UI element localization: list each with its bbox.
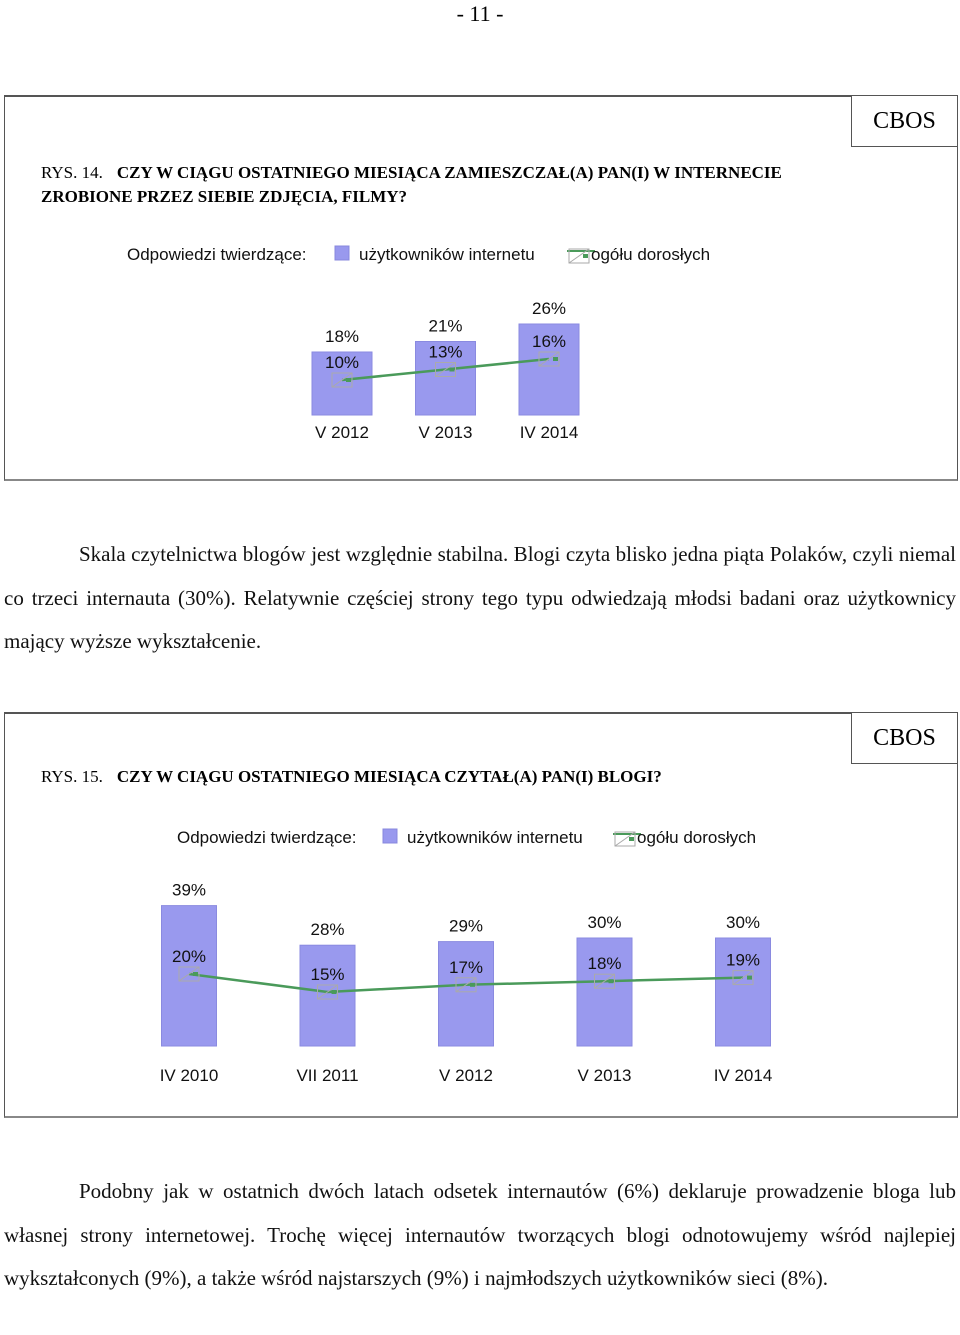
bar-value-label: 30% xyxy=(587,913,622,932)
x-tick-label: IV 2010 xyxy=(159,1066,219,1085)
cbos-badge: CBOS xyxy=(851,712,958,764)
legend-prefix: Odpowiedzi twierdzące: xyxy=(177,828,357,847)
line-value-label: 19% xyxy=(725,950,761,970)
figure-15-number: RYS. 15. xyxy=(41,767,103,786)
legend-bar-label: użytkowników internetu xyxy=(359,245,535,264)
bar-value-label: 18% xyxy=(324,327,360,346)
figure-14-frame xyxy=(4,95,958,481)
figure-15-frame xyxy=(4,712,958,1118)
line-value-label: 17% xyxy=(448,957,484,977)
line-value-label: 13% xyxy=(428,342,463,362)
legend-line-label: ogółu dorosłych xyxy=(591,245,711,264)
x-tick-label: IV 2014 xyxy=(519,423,579,442)
legend-bar-swatch xyxy=(335,246,349,260)
legend-bar-swatch xyxy=(383,829,397,843)
legend-prefix: Odpowiedzi twierdzące: xyxy=(127,245,307,264)
figure-15-question: CZY W CIĄGU OSTATNIEGO MIESIĄCA CZYTAŁ(A) PAN(I) BLOGI? xyxy=(116,767,662,786)
x-tick-label: IV 2014 xyxy=(713,1066,773,1085)
figure-14-question: CZY W CIĄGU OSTATNIEGO MIESIĄCA ZAMIESZCZAŁ(A) PAN(I) W INTERNECIE ZROBIONE PRZEZ SIEBIE ZDJĘCIA, FILMY? xyxy=(41,163,782,206)
chart-photos-posted xyxy=(5,97,955,481)
figure-14-number: RYS. 14. xyxy=(41,163,103,182)
cbos-badge: CBOS xyxy=(851,95,958,147)
bar-value-label: 21% xyxy=(428,316,463,336)
bar xyxy=(300,945,355,1046)
line-value-label: 18% xyxy=(587,954,622,974)
x-tick-label: V 2012 xyxy=(439,1066,493,1085)
body-paragraph-2: Podobny jak w ostatnich dwóch latach odsetek internautów (6%) deklaruje prowadzenie bloga lub własnej strony internetowej. Trochę więcej internautów tworzących blogi odnotowujemy wśród najlepiej wykształconych (9%), a także wśród najstarszych (9%) i najmłodszych użytkowników sieci (8%). xyxy=(4,1179,956,1290)
line-value-label: 20% xyxy=(171,947,207,966)
x-tick-label: V 2013 xyxy=(418,423,473,442)
x-tick-label: V 2013 xyxy=(577,1066,632,1085)
legend-bar-label: użytkowników internetu xyxy=(407,828,583,847)
bar-value-label: 30% xyxy=(725,913,761,932)
bar-value-label: 39% xyxy=(171,880,207,900)
legend-line-label: ogółu dorosłych xyxy=(637,828,757,847)
line-value-label: 16% xyxy=(531,332,567,351)
x-tick-label: VII 2011 xyxy=(296,1066,359,1085)
line-value-label: 15% xyxy=(310,965,345,984)
x-tick-label: V 2012 xyxy=(315,423,369,442)
page-number: - 11 - xyxy=(456,1,504,26)
line-value-label: 10% xyxy=(324,353,360,372)
body-paragraph-1: Skala czytelnictwa blogów jest względnie stabilna. Blogi czyta blisko jedna piąta Polaków, czyli niemal co trzeci internauta (30%). Relatywnie częściej strony tego typu odwiedzają młodsi badani oraz użytkownicy mający wyższe wykształcenie. xyxy=(4,542,956,653)
bar-value-label: 28% xyxy=(310,920,345,940)
bar-value-label: 26% xyxy=(531,299,567,318)
bar-value-label: 29% xyxy=(448,916,484,936)
chart-blog-reading xyxy=(5,714,955,1118)
